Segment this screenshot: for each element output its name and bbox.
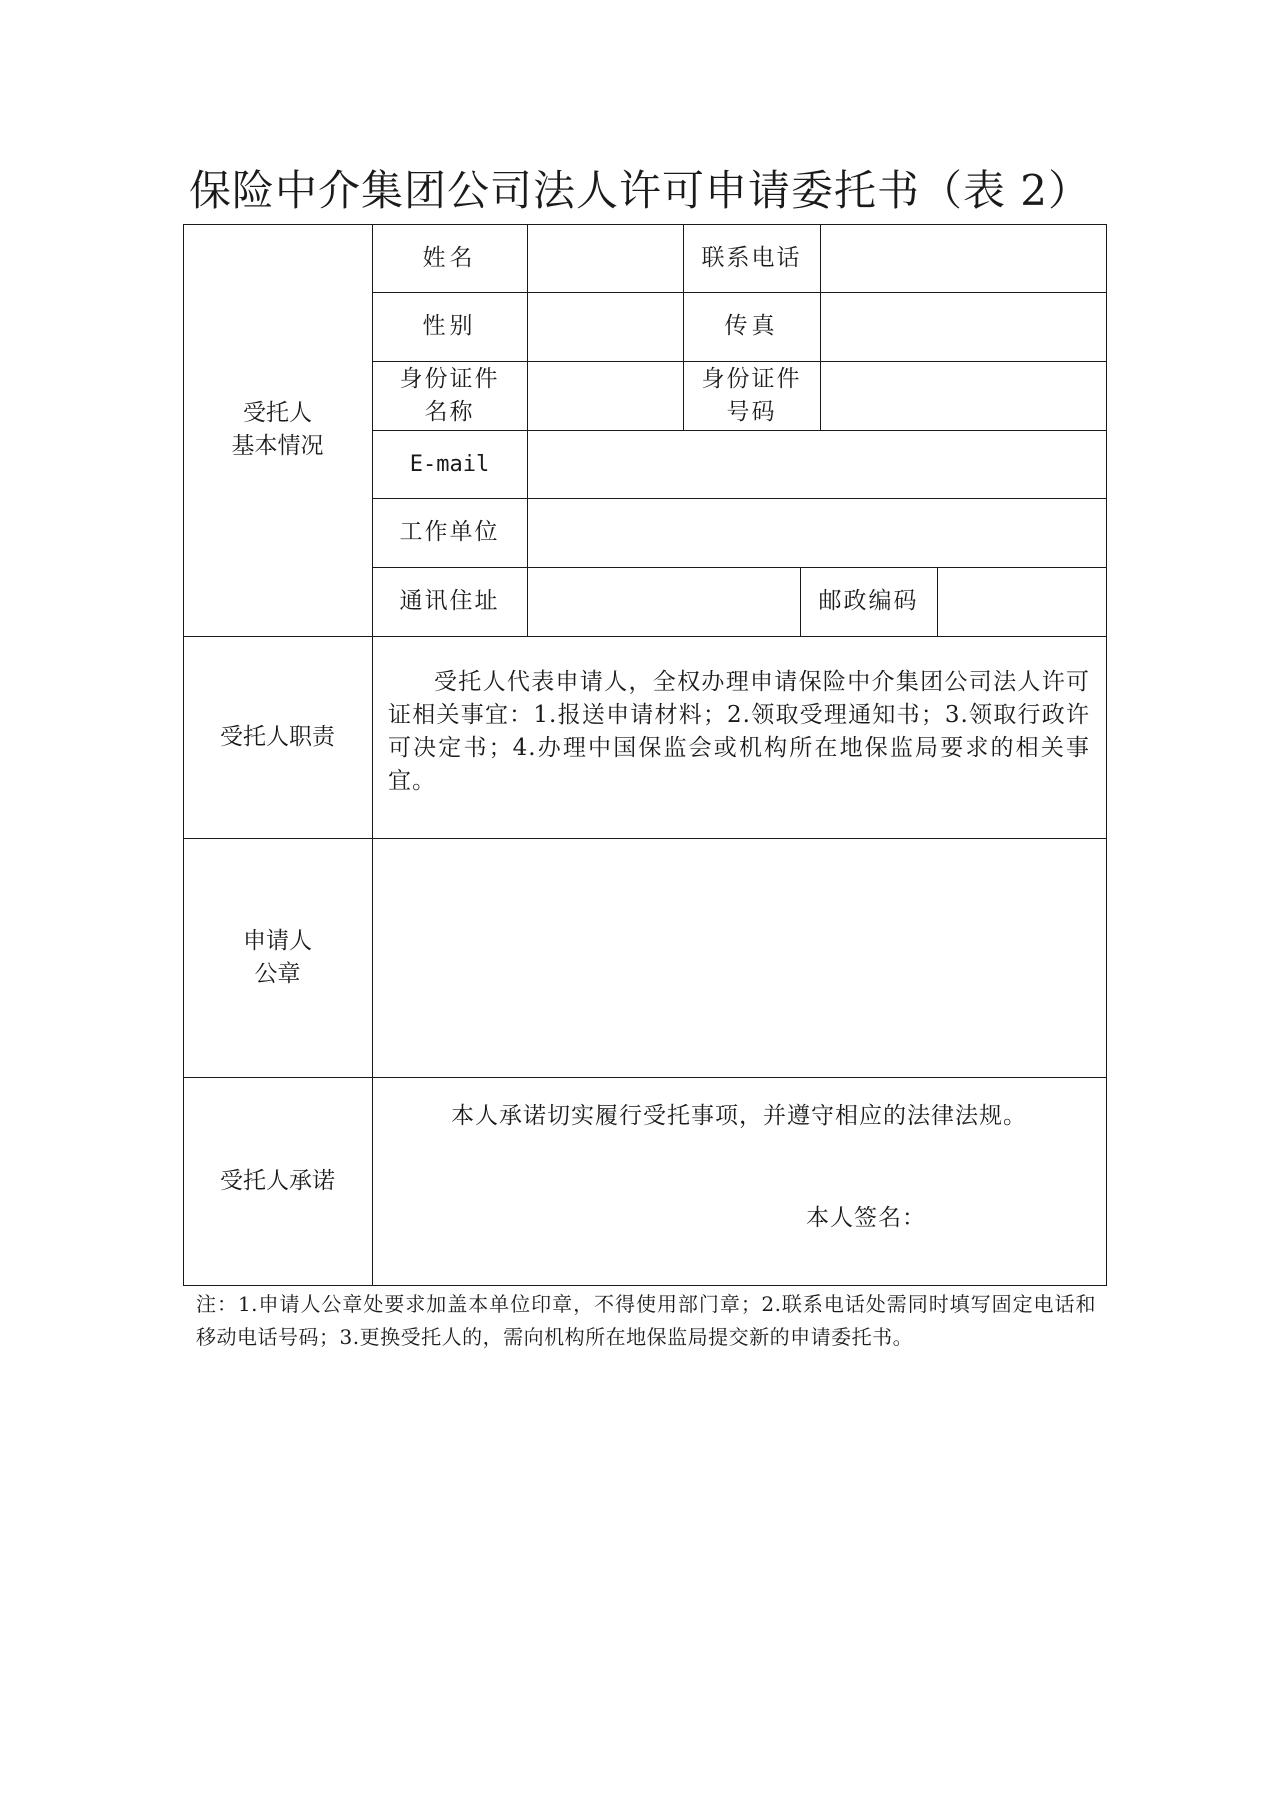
label-phone: 联系电话 <box>701 244 802 271</box>
fax-field[interactable] <box>821 293 1106 361</box>
footnote: 注：1.申请人公章处要求加盖本单位印章，不得使用部门章；2.联系电话处需同时填写固定电话和移动电话号码；3.更换受托人的，需向机构所在地保监局提交新的申请委托书。 <box>196 1292 1096 1349</box>
seal-area[interactable] <box>373 839 1106 1077</box>
label-address: 通讯住址 <box>399 588 500 614</box>
gender-field[interactable] <box>528 293 683 361</box>
section-label-trustee-info: 受托人 基本情况 <box>231 400 324 459</box>
label-workplace: 工作单位 <box>399 519 500 545</box>
signature-label: 本人签名： <box>806 1205 926 1231</box>
label-id-number: 身份证件 号码 <box>701 365 802 425</box>
label-postcode: 邮政编码 <box>818 588 919 614</box>
address-field[interactable] <box>528 568 800 636</box>
section-label-trustee-promise: 受托人承诺 <box>220 1168 335 1194</box>
label-gender: 性别 <box>422 313 477 339</box>
page-title: 保险中介集团公司法人许可申请委托书（表 2） <box>188 166 1092 215</box>
label-id-type: 身份证件 名称 <box>399 365 500 425</box>
postcode-field[interactable] <box>938 568 1106 636</box>
email-field[interactable] <box>528 431 1106 498</box>
phone-field[interactable] <box>821 225 1106 292</box>
label-fax: 传真 <box>724 313 779 339</box>
label-email: E-mail <box>409 451 490 477</box>
section-label-applicant-seal: 申请人 公章 <box>243 927 312 987</box>
workplace-field[interactable] <box>528 499 1106 567</box>
trustee-duty-text: 受托人代表申请人，全权办理申请保险中介集团公司法人许可证相关事宜：1.报送申请材料；2.领取受理通知书；3.领取行政许可决定书；4.办理中国保监会或机构所在地保监局要求的相关事宜。 <box>388 669 1090 794</box>
id-number-field[interactable] <box>821 362 1106 430</box>
trustee-promise-text: 本人承诺切实履行受托事项，并遵守相应的法律法规。 <box>451 1103 1027 1129</box>
id-type-field[interactable] <box>528 362 683 430</box>
label-name: 姓名 <box>422 244 477 271</box>
section-label-trustee-duty: 受托人职责 <box>220 723 335 750</box>
name-field[interactable] <box>528 225 683 292</box>
